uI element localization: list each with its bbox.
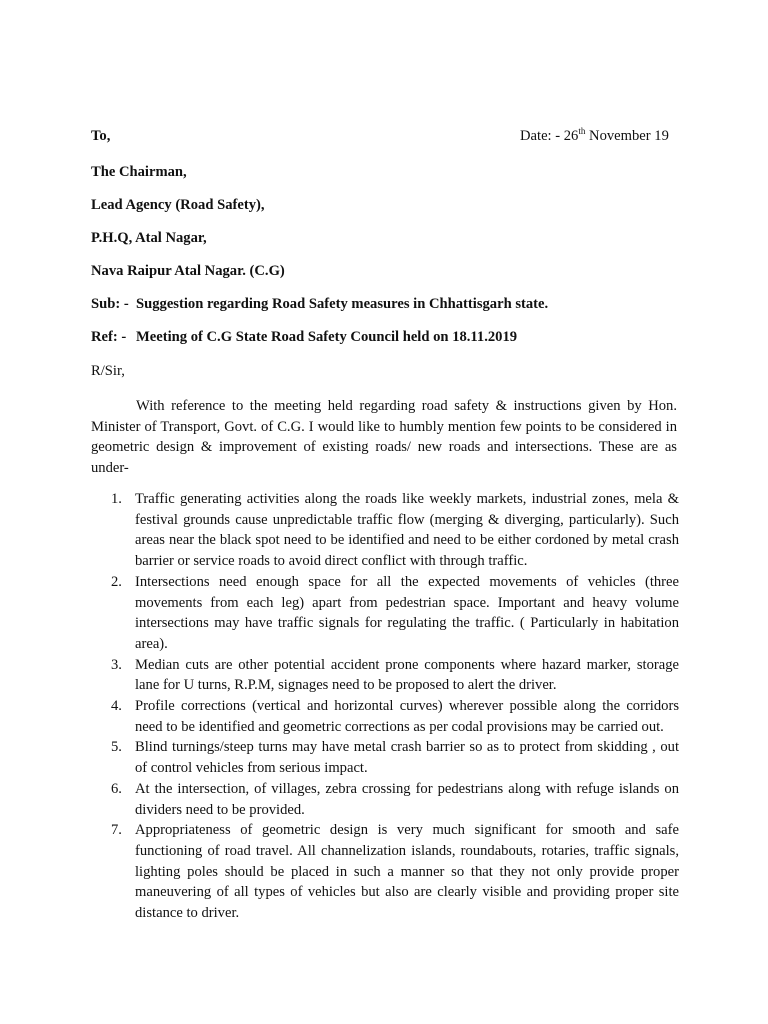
list-item-text: Blind turnings/steep turns may have metal crash barrier so as to protect from skidding , out of control vehicles from serious impact. <box>135 739 679 777</box>
recipient-line-1: The Chairman, <box>91 164 187 180</box>
list-item <box>91 655 679 696</box>
date-superscript: th <box>578 126 586 136</box>
reference-text: Meeting of C.G State Road Safety Council held on 18.11.2019 <box>136 329 518 345</box>
recipient-line-2: Lead Agency (Road Safety), <box>91 197 265 213</box>
reference-line <box>91 329 517 346</box>
list-item <box>91 820 679 924</box>
list-item-number: 1. <box>111 491 122 507</box>
list-item-text: Intersections need enough space for all the expected movements of vehicles (three movements from each leg) apart from pedestrian space. Important and heavy volume intersections may have traffic signals for regulating the traffic. ( Particularly in habitation area). <box>135 573 679 652</box>
list-item-text: At the intersection, of villages, zebra crossing for pedestrians along with refuge islands on dividers need to be provided. <box>135 780 679 818</box>
date-suffix: November 19 <box>585 128 669 144</box>
recipient-line-4: Nava Raipur Atal Nagar. (C.G) <box>91 263 285 279</box>
list-item-number: 7. <box>111 822 122 839</box>
list-item-number: 2. <box>111 573 122 590</box>
list-item <box>91 696 679 737</box>
points-list <box>91 489 679 924</box>
letter-to: To, <box>91 128 111 144</box>
list-item-text: Appropriateness of geometric design is very much significant for smooth and safe functioning of road travel. All channelization islands, roundabouts, rotaries, traffic signals, lighting poles should be placed in such a manner so that they not only provide proper maneuvering of all types of vehicles but also are clearly visible and providing proper site distance to driver. <box>135 822 679 922</box>
list-item <box>91 489 679 572</box>
subject-line <box>91 296 548 313</box>
list-item-text: Profile corrections (vertical and horizontal curves) wherever possible along the corridors need to be identified and geometric corrections as per codal provisions may be carried out. <box>135 698 679 735</box>
reference-label: Ref: - <box>91 329 127 345</box>
list-item-text: Traffic generating activities along the roads like weekly markets, industrial zones, mela & festival grounds cause unpredictable traffic flow (merging & diverging, particularly). Such areas near the black spot need to be identified and need to be either cordoned by metal crash barrier or service roads to avoid direct conflict with through traffic. <box>135 491 679 570</box>
intro-paragraph: With reference to the meeting held regarding road safety & instructions given by Hon. Minister of Transport, Govt. of C.G. I would like to humbly mention few points to be considered in geometric design & improvement of existing roads/ new roads and intersections. These are as under- <box>91 398 677 476</box>
list-item-text: Median cuts are other potential accident prone components where hazard marker, storage lane for U turns, R.P.M, signages need to be proposed to alert the driver. <box>135 656 679 694</box>
list-item <box>91 779 679 820</box>
list-item <box>91 737 679 778</box>
subject-label: Sub: - <box>91 296 129 312</box>
date-prefix: Date: - 26 <box>520 128 579 144</box>
list-item-number: 6. <box>111 780 122 797</box>
list-item-number: 3. <box>111 656 122 673</box>
list-item <box>91 572 679 655</box>
letter-date <box>520 128 669 145</box>
subject-text: Suggestion regarding Road Safety measures in Chhattisgarh state. <box>136 296 549 312</box>
salutation: R/Sir, <box>91 363 125 379</box>
list-item-number: 4. <box>111 698 122 715</box>
list-item-number: 5. <box>111 739 122 756</box>
recipient-line-3: P.H.Q, Atal Nagar, <box>91 230 207 246</box>
